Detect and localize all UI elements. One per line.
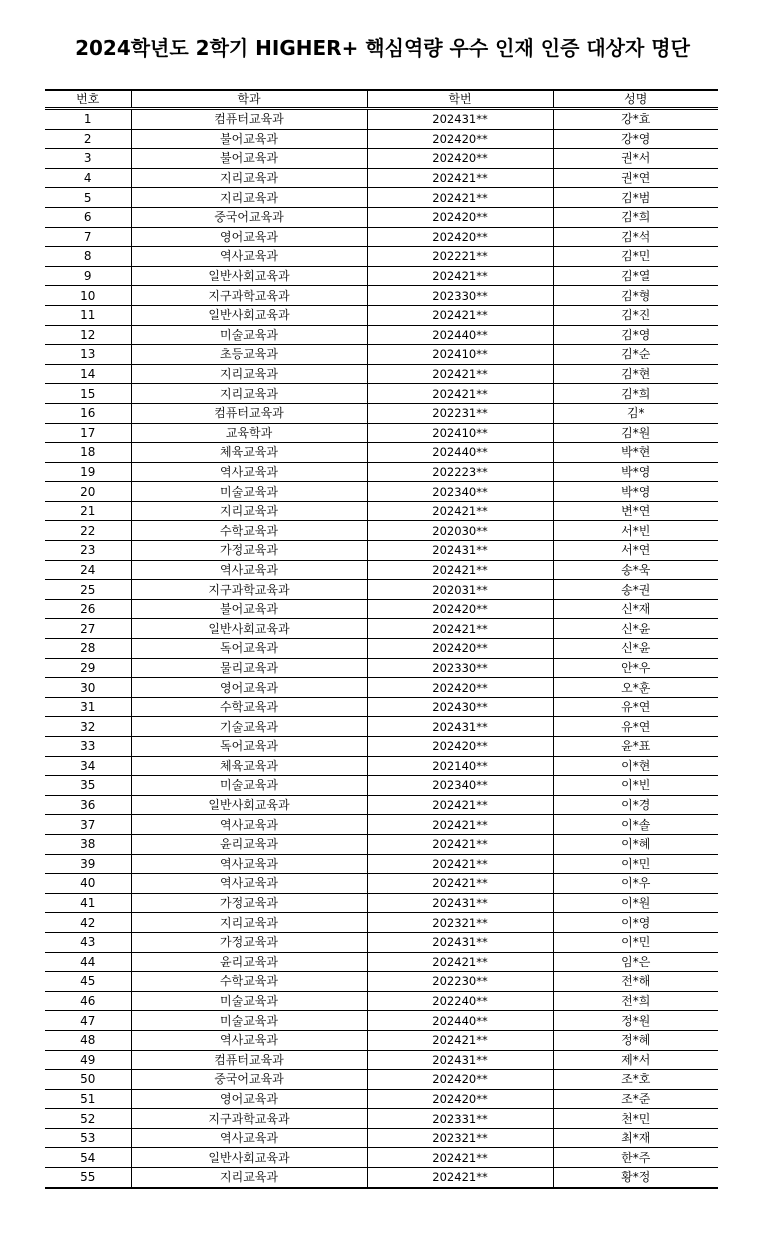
cell-number: 28 [45,639,131,659]
cell-department: 불어교육과 [131,599,367,619]
table-row [45,893,718,913]
table-row [45,345,718,365]
cell-student-id: 202140** [367,756,553,776]
cell-name: 윤*표 [553,737,718,757]
cell-student-id: 202030** [367,521,553,541]
cell-number: 38 [45,834,131,854]
cell-student-id: 202420** [367,1089,553,1109]
cell-name: 임*은 [553,952,718,972]
cell-student-id: 202420** [367,129,553,149]
cell-name: 박*현 [553,443,718,463]
cell-department: 컴퓨터교육과 [131,109,367,130]
table-row [45,776,718,796]
cell-name: 김*영 [553,325,718,345]
cell-student-id: 202421** [367,501,553,521]
table-row [45,423,718,443]
cell-name: 정*원 [553,1011,718,1031]
cell-name: 변*연 [553,501,718,521]
cell-number: 54 [45,1148,131,1168]
cell-department: 영어교육과 [131,1089,367,1109]
cell-name: 최*재 [553,1128,718,1148]
cell-student-id: 202230** [367,972,553,992]
cell-student-id: 202421** [367,1030,553,1050]
cell-department: 컴퓨터교육과 [131,403,367,423]
cell-department: 일반사회교육과 [131,1148,367,1168]
cell-name: 조*준 [553,1089,718,1109]
cell-department: 지리교육과 [131,168,367,188]
column-header-number: 번호 [45,90,131,109]
cell-number: 1 [45,109,131,130]
cell-name: 김*민 [553,247,718,267]
cell-student-id: 202440** [367,1011,553,1031]
cell-number: 29 [45,658,131,678]
cell-department: 초등교육과 [131,345,367,365]
cell-student-id: 202421** [367,874,553,894]
table-row [45,286,718,306]
cell-department: 미술교육과 [131,325,367,345]
cell-number: 21 [45,501,131,521]
cell-name: 권*연 [553,168,718,188]
cell-student-id: 202421** [367,952,553,972]
cell-student-id: 202420** [367,207,553,227]
cell-name: 오*훈 [553,678,718,698]
cell-department: 일반사회교육과 [131,305,367,325]
cell-number: 9 [45,266,131,286]
cell-name: 이*경 [553,795,718,815]
table-row [45,227,718,247]
cell-number: 6 [45,207,131,227]
cell-name: 김*원 [553,423,718,443]
cell-department: 지리교육과 [131,1168,367,1188]
table-row [45,207,718,227]
cell-number: 52 [45,1109,131,1129]
cell-number: 35 [45,776,131,796]
table-row [45,521,718,541]
cell-student-id: 202440** [367,325,553,345]
cell-number: 11 [45,305,131,325]
cell-student-id: 202420** [367,599,553,619]
cell-name: 제*서 [553,1050,718,1070]
table-row [45,1050,718,1070]
table-row [45,580,718,600]
cell-number: 47 [45,1011,131,1031]
cell-student-id: 202421** [367,188,553,208]
cell-name: 김*희 [553,207,718,227]
cell-student-id: 202421** [367,305,553,325]
cell-student-id: 202340** [367,482,553,502]
table-row [45,756,718,776]
cell-name: 황*정 [553,1168,718,1188]
cell-student-id: 202421** [367,364,553,384]
cell-student-id: 202340** [367,776,553,796]
cell-department: 일반사회교육과 [131,795,367,815]
cell-student-id: 202223** [367,462,553,482]
cell-student-id: 202420** [367,149,553,169]
cell-name: 신*윤 [553,619,718,639]
cell-name: 이*영 [553,913,718,933]
table-row [45,1128,718,1148]
cell-number: 55 [45,1168,131,1188]
table-row [45,1011,718,1031]
cell-number: 34 [45,756,131,776]
cell-number: 18 [45,443,131,463]
table-row [45,266,718,286]
cell-student-id: 202330** [367,658,553,678]
table-row [45,325,718,345]
cell-name: 강*영 [553,129,718,149]
table-row [45,247,718,267]
cell-name: 강*효 [553,109,718,130]
cell-student-id: 202410** [367,423,553,443]
cell-student-id: 202421** [367,854,553,874]
cell-number: 53 [45,1128,131,1148]
cell-number: 36 [45,795,131,815]
cell-name: 박*영 [553,462,718,482]
cell-number: 33 [45,737,131,757]
cell-department: 역사교육과 [131,462,367,482]
table-row [45,972,718,992]
table-row [45,109,718,130]
cell-department: 수학교육과 [131,521,367,541]
cell-department: 지리교육과 [131,384,367,404]
cell-department: 역사교육과 [131,874,367,894]
cell-name: 김*순 [553,345,718,365]
cell-number: 32 [45,717,131,737]
cell-number: 23 [45,541,131,561]
roster-table [45,89,718,1189]
table-row [45,874,718,894]
cell-student-id: 202421** [367,1148,553,1168]
cell-number: 20 [45,482,131,502]
cell-department: 체육교육과 [131,443,367,463]
cell-number: 39 [45,854,131,874]
cell-name: 정*혜 [553,1030,718,1050]
table-row [45,1148,718,1168]
cell-number: 26 [45,599,131,619]
cell-name: 이*빈 [553,776,718,796]
cell-number: 43 [45,932,131,952]
cell-department: 지구과학교육과 [131,1109,367,1129]
cell-name: 김*희 [553,384,718,404]
cell-department: 수학교육과 [131,697,367,717]
cell-number: 44 [45,952,131,972]
cell-name: 김*형 [553,286,718,306]
table-row [45,1089,718,1109]
table-row [45,305,718,325]
table-row [45,815,718,835]
cell-name: 안*우 [553,658,718,678]
cell-student-id: 202331** [367,1109,553,1129]
cell-name: 서*빈 [553,521,718,541]
cell-department: 중국어교육과 [131,1070,367,1090]
cell-number: 5 [45,188,131,208]
cell-department: 지구과학교육과 [131,286,367,306]
cell-department: 불어교육과 [131,129,367,149]
cell-student-id: 202420** [367,737,553,757]
cell-student-id: 202440** [367,443,553,463]
table-row [45,501,718,521]
cell-name: 한*주 [553,1148,718,1168]
cell-name: 김*석 [553,227,718,247]
cell-name: 김*진 [553,305,718,325]
cell-student-id: 202410** [367,345,553,365]
cell-number: 12 [45,325,131,345]
table-row [45,541,718,561]
cell-number: 14 [45,364,131,384]
cell-name: 송*권 [553,580,718,600]
table-row [45,482,718,502]
cell-number: 45 [45,972,131,992]
cell-department: 일반사회교육과 [131,266,367,286]
cell-student-id: 202421** [367,384,553,404]
cell-name: 신*재 [553,599,718,619]
cell-name: 조*호 [553,1070,718,1090]
cell-department: 가정교육과 [131,932,367,952]
cell-student-id: 202431** [367,717,553,737]
cell-student-id: 202421** [367,815,553,835]
cell-number: 46 [45,991,131,1011]
cell-department: 컴퓨터교육과 [131,1050,367,1070]
table-row [45,932,718,952]
cell-department: 영어교육과 [131,227,367,247]
cell-name: 김*현 [553,364,718,384]
cell-name: 이*민 [553,932,718,952]
header-row [45,90,718,109]
cell-student-id: 202421** [367,834,553,854]
cell-department: 독어교육과 [131,639,367,659]
cell-number: 19 [45,462,131,482]
cell-number: 2 [45,129,131,149]
cell-name: 이*혜 [553,834,718,854]
cell-student-id: 202231** [367,403,553,423]
cell-student-id: 202421** [367,560,553,580]
cell-student-id: 202431** [367,1050,553,1070]
cell-number: 37 [45,815,131,835]
cell-student-id: 202420** [367,227,553,247]
table-row [45,658,718,678]
cell-department: 윤리교육과 [131,952,367,972]
table-row [45,717,718,737]
cell-department: 체육교육과 [131,756,367,776]
cell-department: 미술교육과 [131,482,367,502]
cell-name: 송*욱 [553,560,718,580]
cell-department: 가정교육과 [131,541,367,561]
cell-number: 41 [45,893,131,913]
cell-student-id: 202430** [367,697,553,717]
cell-department: 역사교육과 [131,1030,367,1050]
cell-name: 전*해 [553,972,718,992]
cell-department: 지구과학교육과 [131,580,367,600]
cell-department: 중국어교육과 [131,207,367,227]
cell-number: 4 [45,168,131,188]
table-row [45,737,718,757]
table-row [45,795,718,815]
cell-department: 역사교육과 [131,247,367,267]
cell-department: 지리교육과 [131,501,367,521]
table-row [45,1109,718,1129]
cell-student-id: 202421** [367,619,553,639]
cell-department: 불어교육과 [131,149,367,169]
cell-student-id: 202431** [367,932,553,952]
cell-department: 지리교육과 [131,188,367,208]
cell-name: 이*현 [553,756,718,776]
table-row [45,149,718,169]
table-row [45,991,718,1011]
cell-number: 7 [45,227,131,247]
cell-department: 수학교육과 [131,972,367,992]
cell-name: 유*연 [553,717,718,737]
table-row [45,952,718,972]
cell-name: 신*윤 [553,639,718,659]
cell-name: 이*원 [553,893,718,913]
cell-student-id: 202420** [367,678,553,698]
table-row [45,188,718,208]
cell-department: 윤리교육과 [131,834,367,854]
column-header-student-id: 학번 [367,90,553,109]
cell-number: 40 [45,874,131,894]
cell-department: 미술교육과 [131,776,367,796]
document-title: 2024학년도 2학기 HIGHER+ 핵심역량 우수 인재 인증 대상자 명단 [75,36,690,60]
table-row [45,384,718,404]
cell-number: 10 [45,286,131,306]
cell-department: 교육학과 [131,423,367,443]
cell-student-id: 202221** [367,247,553,267]
cell-department: 영어교육과 [131,678,367,698]
table-row [45,678,718,698]
cell-number: 15 [45,384,131,404]
table-row [45,639,718,659]
cell-name: 이*민 [553,854,718,874]
cell-student-id: 202420** [367,1070,553,1090]
cell-student-id: 202240** [367,991,553,1011]
cell-number: 8 [45,247,131,267]
cell-department: 독어교육과 [131,737,367,757]
cell-department: 물리교육과 [131,658,367,678]
cell-student-id: 202421** [367,795,553,815]
table-row [45,599,718,619]
table-row [45,560,718,580]
cell-department: 미술교육과 [131,991,367,1011]
cell-department: 기술교육과 [131,717,367,737]
cell-student-id: 202421** [367,266,553,286]
cell-number: 48 [45,1030,131,1050]
table-header [45,90,718,109]
cell-student-id: 202431** [367,893,553,913]
cell-student-id: 202421** [367,1168,553,1188]
cell-name: 천*민 [553,1109,718,1129]
cell-department: 가정교육과 [131,893,367,913]
cell-department: 일반사회교육과 [131,619,367,639]
table-row [45,168,718,188]
cell-student-id: 202421** [367,168,553,188]
cell-number: 31 [45,697,131,717]
cell-department: 역사교육과 [131,815,367,835]
cell-name: 서*연 [553,541,718,561]
table-row [45,403,718,423]
table-row [45,1030,718,1050]
table-row [45,913,718,933]
cell-department: 미술교육과 [131,1011,367,1031]
table-row [45,834,718,854]
cell-name: 유*연 [553,697,718,717]
cell-number: 17 [45,423,131,443]
cell-number: 27 [45,619,131,639]
cell-number: 50 [45,1070,131,1090]
cell-department: 역사교육과 [131,1128,367,1148]
cell-number: 49 [45,1050,131,1070]
cell-name: 김* [553,403,718,423]
table-body [45,109,718,1188]
cell-name: 전*희 [553,991,718,1011]
cell-number: 3 [45,149,131,169]
cell-name: 이*솔 [553,815,718,835]
cell-number: 42 [45,913,131,933]
cell-department: 지리교육과 [131,364,367,384]
table-row [45,364,718,384]
cell-student-id: 202031** [367,580,553,600]
cell-name: 박*영 [553,482,718,502]
table-row [45,1070,718,1090]
table-row [45,462,718,482]
cell-student-id: 202321** [367,1128,553,1148]
cell-name: 김*열 [553,266,718,286]
cell-name: 권*서 [553,149,718,169]
table-row [45,129,718,149]
table-row [45,619,718,639]
cell-student-id: 202321** [367,913,553,933]
table-row [45,854,718,874]
cell-student-id: 202431** [367,109,553,130]
cell-student-id: 202420** [367,639,553,659]
cell-department: 역사교육과 [131,560,367,580]
table-row [45,1168,718,1188]
column-header-name: 성명 [553,90,718,109]
table-row [45,443,718,463]
cell-name: 김*범 [553,188,718,208]
cell-number: 30 [45,678,131,698]
cell-student-id: 202330** [367,286,553,306]
cell-department: 지리교육과 [131,913,367,933]
table-row [45,697,718,717]
cell-number: 24 [45,560,131,580]
cell-name: 이*우 [553,874,718,894]
cell-number: 22 [45,521,131,541]
cell-number: 51 [45,1089,131,1109]
cell-department: 역사교육과 [131,854,367,874]
cell-number: 13 [45,345,131,365]
cell-student-id: 202431** [367,541,553,561]
column-header-department: 학과 [131,90,367,109]
cell-number: 25 [45,580,131,600]
cell-number: 16 [45,403,131,423]
